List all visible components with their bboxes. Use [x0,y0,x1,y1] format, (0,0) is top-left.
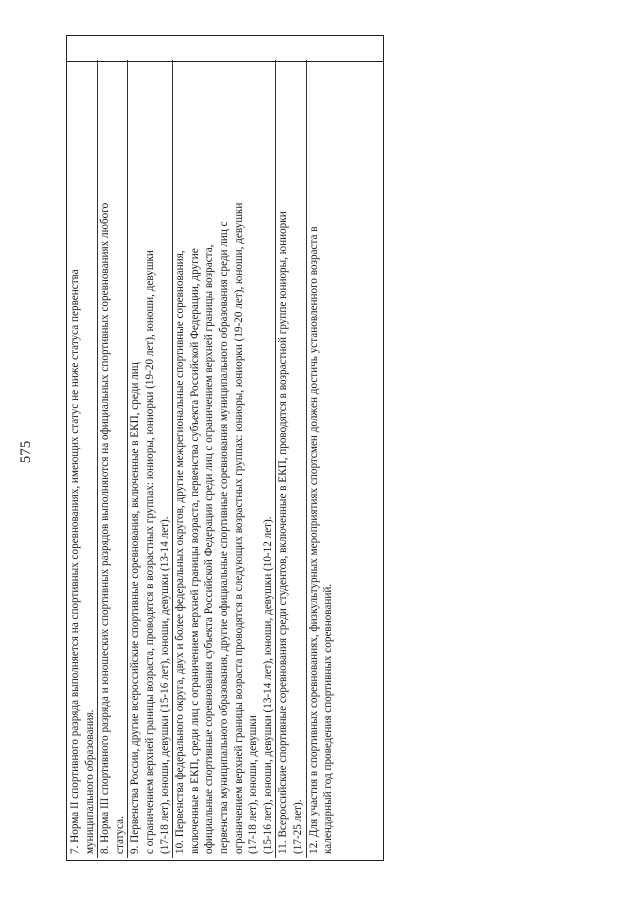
list-item-12: 12. Для участия в спортивных соревнованиях, физкультурных мероприятиях спортсмен должен достичь установленного возраста в календарный год проведения спортивных соревнований. [307,226,335,854]
list-item-11: 11. Всероссийские спортивные соревнования среди студентов, включенные в ЕКП, проводятся в возрастной группе юниоры, юниорки (17-25 лет). [276,60,306,858]
table-content [68,60,380,858]
list-item-8: 8. Норма III спортивного разряда и юношеских спортивных разрядов выполняются на официальных спортивных соревнованиях любого статуса. [98,60,128,858]
list-item-9: 9. Первенства России, другие всероссийские спортивные соревнования, включенные в ЕКП, среди лиц с ограничением верхней границы возраста, проводятся в возрастных группах: юниоры, юниорки (19-20 лет), юноши, девушки (17-18 лет), юноши, девушки (15-16 лет), юноши, девушки (13-14 лет). [128,60,173,858]
list-item-10: 10. Первенства федерального округа, двух и более федеральных округов, другие межрегиональные спортивные соревнования, включенные в ЕКП, среди лиц с ограничением верхней границы возраста, первенства субъекта Российской Федерации, другие официальные спортивные соревнования субъекта Российской Федерации среди лиц с ограничением верхней границы возраста, первенства муниципального образования, другие официальные спортивные соревнования муниципального образования среди лиц с ограничением верхней границы возраста проводятся в следующих возрастных группах: юниоры, юниорки (19-20 лет), юноши, девушки (17-18 лет), юноши, девушки (15-16 лет), юноши, девушки (13-14 лет), юноши, девушки (10-12 лет). [173,60,276,858]
page-number: 575 [18,440,34,464]
list-item-7: 7. Норма II спортивного разряда выполняется на спортивных соревнованиях, имеющих статус не ниже статуса первенства муниципального образования. [68,60,98,858]
